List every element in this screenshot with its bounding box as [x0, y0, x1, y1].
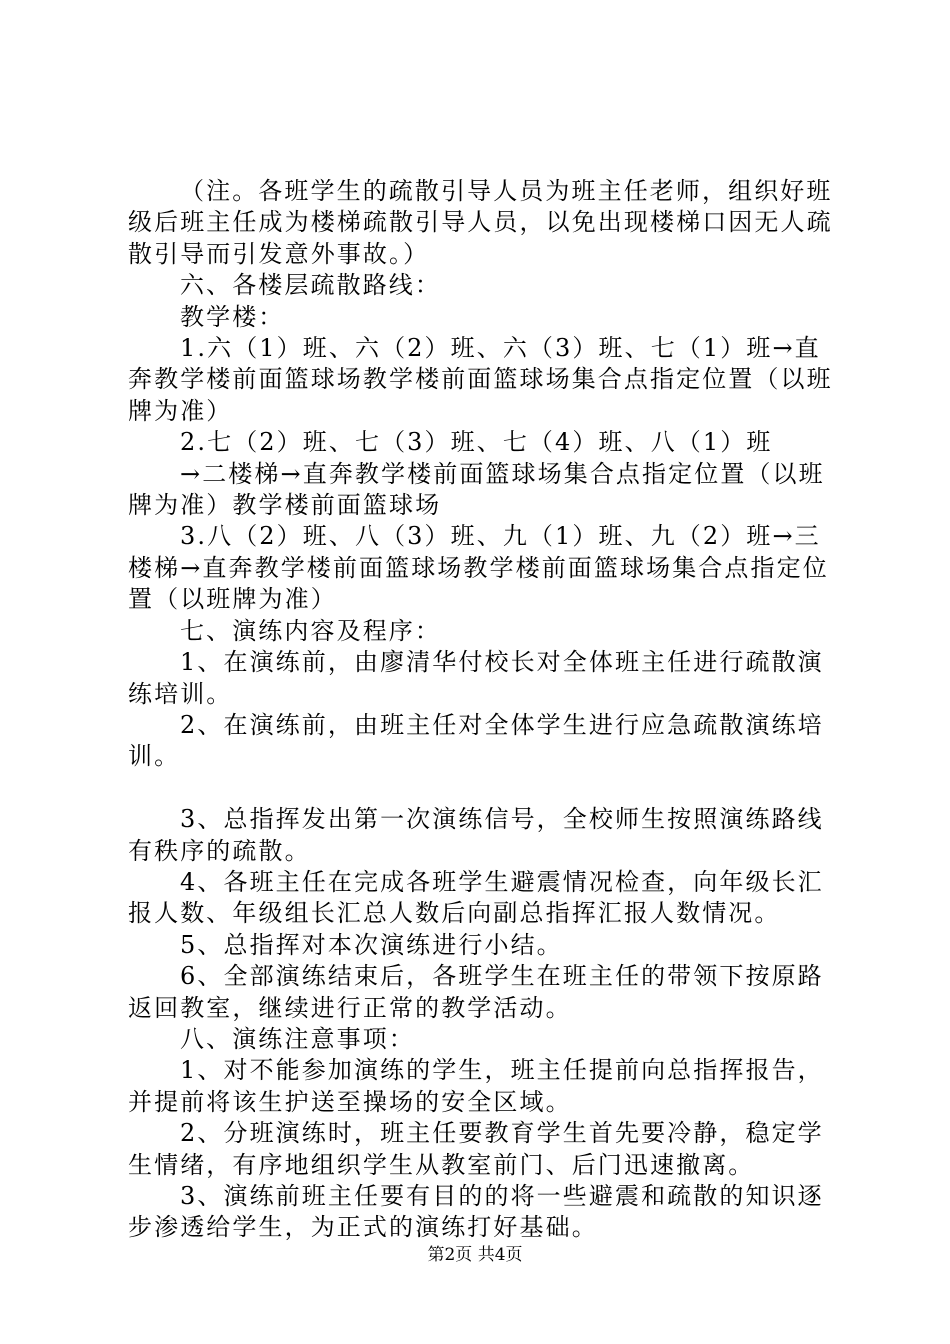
paragraph-notice-2: 2、分班演练时，班主任要教育学生首先要冷静，稳定学生情绪，有序地组织学生从教室前门、后门迅速撤离。: [128, 1119, 824, 1179]
document-body: [128, 176, 838, 1244]
paragraph-procedure-2: 2、在演练前，由班主任对全体学生进行应急疏散演练培训。: [128, 710, 824, 771]
paragraph-route-3: 3.八（2）班、八（3）班、九（1）班、九（2）班→三楼梯→直奔教学楼前面篮球场教学楼前面篮球场集合点指定位置（以班牌为准）: [128, 522, 829, 614]
paragraph-procedure-1: 1、在演练前，由廖清华付校长对全体班主任进行疏散演练培训。: [128, 648, 824, 708]
blank-line: [128, 773, 838, 804]
heading-section-7: 七、演练内容及程序：: [180, 616, 441, 645]
paragraph-notice-3: 3、演练前班主任要有目的的将一些避震和疏散的知识逐步渗透给学生，为正式的演练打好基础。: [128, 1181, 824, 1242]
paragraph-route-2: 2.七（2）班、七（3）班、七（4）班、八（1）班: [180, 428, 773, 457]
paragraph-note: （注。各班学生的疏散引导人员为班主任老师，组织好班级后班主任成为楼梯疏散引导人员，以免出现楼梯口因无人疏散引导而引发意外事故。）: [128, 177, 833, 268]
paragraph-route-2-continued: →二楼梯→直奔教学楼前面篮球场集合点指定位置（以班牌为准）教学楼前面篮球场: [128, 459, 825, 520]
heading-section-8: 八、演练注意事项：: [180, 1024, 415, 1053]
paragraph-procedure-4: 4、各班主任在完成各班学生避震情况检查，向年级长汇报人数、年级组长汇总人数后向副总指挥汇报人数情况。: [128, 867, 824, 928]
paragraph-procedure-6: 6、全部演练结束后，各班学生在班主任的带领下按原路返回教室，继续进行正常的教学活动。: [128, 962, 824, 1022]
page-number-footer: 第2页 共4页: [427, 1245, 523, 1265]
paragraph-notice-1: 1、对不能参加演练的学生，班主任提前向总指挥报告，并提前将该生护送至操场的安全区域。: [128, 1056, 824, 1116]
paragraph-procedure-3: 3、总指挥发出第一次演练信号，全校师生按照演练路线有秩序的疏散。: [128, 805, 824, 865]
paragraph-building: 教学楼：: [180, 302, 285, 331]
heading-section-6: 六、各楼层疏散路线：: [180, 271, 441, 300]
paragraph-route-1: 1.六（1）班、六（2）班、六（3）班、七（1）班→直奔教学楼前面篮球场教学楼前面篮球场集合点指定位置（以班牌为准）: [128, 334, 833, 425]
paragraph-procedure-5: 5、总指挥对本次演练进行小结。: [180, 930, 563, 959]
